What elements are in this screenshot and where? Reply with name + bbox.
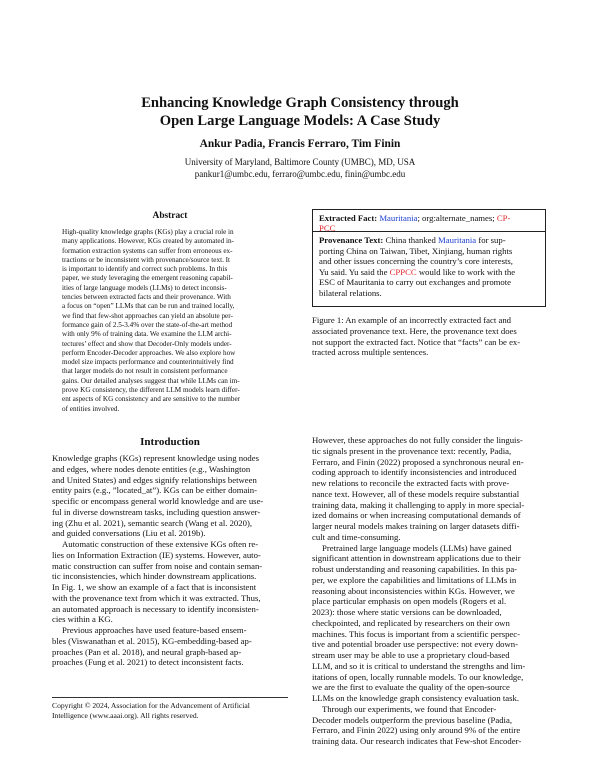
text-line: larger neural models makes training on larger datasets diffi- [312, 521, 520, 531]
text-line: model size impacts performance and counterintuitively find [62, 358, 234, 367]
text-line: proaches (Fung et al. 2021) to detect inconsistent facts. [52, 657, 244, 668]
provenance-entity-cppcc: CPPCC [389, 266, 417, 277]
provenance-text: porting China on Taiwan, Tibet, Xinjiang, human rights [319, 245, 513, 256]
provenance-text: China thanked [385, 235, 436, 245]
text-line: is important to identify and correct such problems. In this [62, 265, 228, 274]
text-line: prove KG consistency, the different LLM models learn differ- [62, 386, 240, 395]
text-line: stream user may be able to use a proprietary cloud-based [312, 650, 510, 660]
text-line: that larger models do not result in consistent performance [62, 367, 228, 376]
provenance-text: Yu said. Yu said the [319, 266, 388, 277]
text-line: per, we explore the capabilities and limitations of LLMs in [312, 574, 517, 585]
text-line: training data, making it challenging to apply in more special- [312, 499, 525, 510]
copyright-line-1: Copyright © 2024, Association for the Advancement of Artificial [52, 701, 250, 710]
figure-1-caption [312, 315, 548, 358]
text-line: perform Encoder-Decoder approaches. We also explore how [62, 348, 236, 357]
title-line-2: Open Large Language Models: A Case Study [159, 113, 441, 129]
text-line: significant attention in downstream applications due to their [312, 553, 521, 564]
text-line: lies on Information Extraction (IE) systems. However, auto- [52, 549, 261, 560]
text-line: ing (Zhu et al. 2021), semantic search (Wang et al. 2020), [52, 517, 253, 528]
text-line: Knowledge graphs (KGs) represent knowledge using nodes [52, 453, 260, 463]
text-line: LLMs on the knowledge graph consistency evaluation task. [312, 693, 520, 703]
text-line: machines. This focus is important from a scientific perspec- [312, 628, 521, 639]
provenance-text-row [313, 232, 545, 301]
text-line: and United States) and edges signify relationships between [52, 474, 257, 485]
provenance-entity-mauritania: Mauritania [438, 235, 477, 245]
text-line: ent aspects of KG consistency and are sensitive to the number [62, 395, 241, 404]
text-line: cult and time-consuming. [312, 531, 401, 542]
abstract-heading: Abstract [152, 211, 188, 221]
text-line: In Fig. 1, we show an example of a fact that is inconsistent [52, 582, 257, 592]
title-line-1: Enhancing Knowledge Graph Consistency through [141, 95, 459, 111]
extracted-fact-label: Extracted Fact: [319, 213, 378, 223]
text-line: place particular emphasis on open models (Rogers et al. [312, 596, 507, 607]
text-line: associated provenance text. Here, the provenance text does [312, 325, 517, 336]
text-line: entity pairs (e.g., ”located_at”). KGs can be either domain- [52, 485, 258, 496]
text-line: specific or encompass general world knowledge and are use- [52, 496, 264, 506]
text-line: coding approach to identify inconsistencies and introduced [312, 467, 517, 478]
provenance-text: ESC of Mauritania to carry out exchanges and promote [319, 277, 512, 287]
text-line: matic construction can suffer from noise and contain seman- [52, 560, 263, 571]
text-line: an automated approach is necessary to identify inconsisten- [52, 603, 259, 614]
text-line: robust understanding and reasoning capabilities. In this pa- [312, 564, 518, 574]
text-line: training data. Our research indicates that Few-shot Encoder- [312, 736, 522, 746]
affiliation: University of Maryland, Baltimore County (UMBC), MD, USA [184, 157, 416, 167]
text-line: with the provenance text from which it was extracted. Thus, [52, 592, 261, 603]
fact-object-entity: CP- [496, 213, 511, 223]
provenance-text: would like to work with the [418, 266, 516, 277]
text-line: proaches (Pan et al. 2018), and neural graph-based ap- [52, 646, 242, 657]
text-line: Ferraro, and Finin (2022) proposed a synchronous neural en- [312, 456, 524, 467]
fact-relation: ; org:alternate_names; [417, 213, 495, 223]
text-line: tectures’ effect and show that Decoder-Only models under- [62, 339, 232, 348]
text-line: ful in diverse downstream tasks, including question answer- [52, 506, 261, 517]
text-line: new relations to reconcile the extracted facts with prove- [312, 478, 510, 488]
text-line: Through our experiments, we found that Encoder- [322, 703, 497, 714]
text-line: Decoder models outperform the previous baseline (Padia, [312, 714, 512, 725]
provenance-text: for sup- [478, 235, 506, 245]
text-line: and guided conversations (Liu et al. 2019b). [52, 528, 206, 539]
text-line: reasoning about inconsistencies within KGs. However, we [312, 585, 515, 596]
text-line: Figure 1: An example of an incorrectly extracted fact and [312, 315, 512, 325]
fact-object-entity-cont: PCC [319, 223, 336, 232]
introduction-heading: Introduction [140, 436, 200, 448]
text-line: many applications. However, KGs created by automated in- [62, 237, 234, 246]
introduction-left-column [52, 453, 288, 668]
author-list: Ankur Padia, Francis Ferraro, Tim Finin [199, 138, 401, 150]
text-line: ized domains or when increasing computational demands of [312, 510, 521, 521]
emails: pankur1@umbc.edu, ferraro@umbc.edu, finin@umbc.edu [194, 168, 406, 179]
introduction-right-column [312, 435, 548, 747]
text-line: tic inconsistencies, which hinder downstream applications. [52, 571, 257, 582]
copyright-notice [52, 697, 288, 720]
text-line: ities of large language models (LLMs) to detect inconsis- [62, 283, 227, 292]
provenance-text: and other issues concerning the country’s core interests, [319, 256, 513, 266]
affiliation-block [60, 157, 540, 180]
text-line: formation extraction systems can suffer from erroneous ex- [62, 246, 233, 255]
text-line: LLM, and so it is critical to understand the strengths and lim- [312, 660, 526, 671]
text-line: tive and potential broader use perspective: not every down- [312, 639, 519, 650]
text-line: formance gain of 2.5-3.4% over the state-of-the-art method [62, 320, 233, 329]
copyright-line-2: Intelligence (www.aaai.org). All rights reserved. [52, 710, 199, 720]
text-line: a focus on “open” LLMs that can be run and trained locally, [62, 302, 235, 311]
text-line: Pretrained large language models (LLMs) have gained [322, 542, 512, 553]
text-line: gains. Our detailed analyses suggest that while LLMs can im- [62, 376, 240, 385]
text-line: cies within a KG. [52, 614, 113, 625]
text-line: and edges, where nodes denote entities (e.g., Washington [52, 463, 251, 474]
text-line: of entities involved. [62, 404, 120, 413]
text-line: tracted across multiple sentences. [312, 347, 429, 358]
text-line: with only 9% of training data. We examine the LLM archi- [62, 330, 232, 339]
text-line: Automatic construction of these extensive KGs often re- [62, 539, 259, 549]
text-line: itations of open, locally runnable models. To our knowledge, [312, 671, 524, 682]
fact-subject-entity: Mauritania [379, 213, 418, 223]
paper-title [60, 94, 540, 130]
text-line: tencies between extracted facts and their provenance. With [62, 293, 231, 302]
text-line: Previous approaches have used feature-based ensem- [62, 625, 247, 635]
provenance-label: Provenance Text: [319, 235, 384, 245]
text-line: not support the extracted fact. Notice that “facts” can be ex- [312, 336, 521, 347]
text-line: tractions or be inconsistent with provenance/source text. It [62, 255, 231, 264]
provenance-text: bilateral relations. [319, 287, 382, 298]
text-line: nance text. However, all of these models require substantial [312, 488, 520, 499]
text-line: paper, we study leveraging the emergent reasoning capabil- [62, 274, 233, 283]
text-line: Ferraro, and Finin 2022) using only around 9% of the entire [312, 725, 521, 736]
text-line: High-quality knowledge graphs (KGs) play a crucial role in [62, 228, 234, 236]
text-line: 2023): those where static versions can be downloaded, [312, 607, 502, 617]
figure-1-box [312, 209, 546, 307]
text-line: However, these approaches do not fully consider the linguis- [312, 435, 523, 445]
text-line: checkpointed, and replicated by researchers on their own [312, 617, 510, 628]
text-line: we find that few-shot approaches can yield an absolute per- [62, 311, 233, 320]
text-line: we are the first to evaluate the quality of the open-source [312, 682, 510, 693]
extracted-fact-row [313, 210, 545, 232]
text-line: tic signals present in the provenance text: recently, Padia, [312, 445, 512, 456]
text-line: bles (Viswanathan et al. 2015), KG-embedding-based ap- [52, 635, 252, 646]
abstract-body [62, 228, 278, 414]
